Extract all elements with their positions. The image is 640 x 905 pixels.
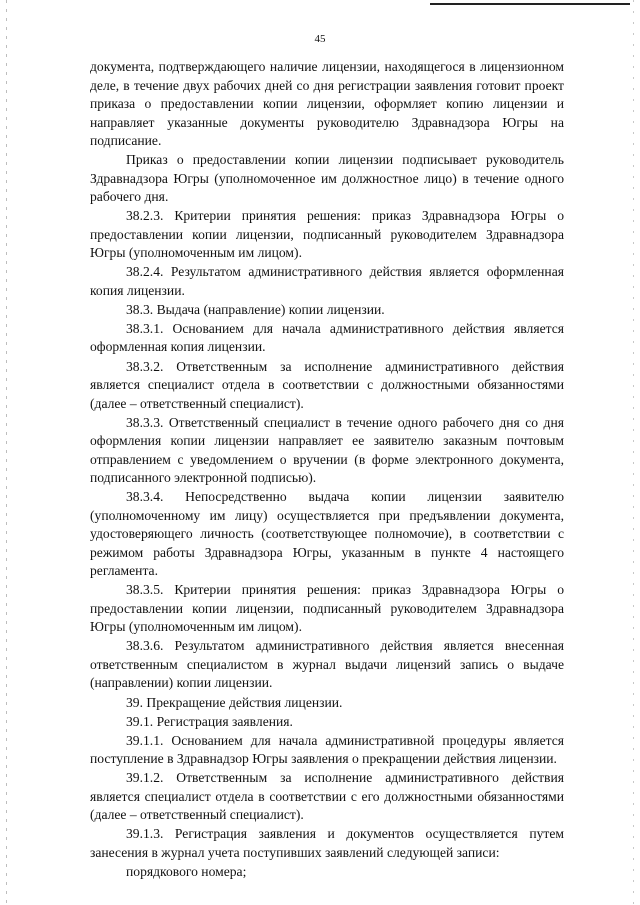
paragraph-38-3-4: 38.3.4. Непосредственно выдача копии лицензии заявителю (уполномоченному им лицу) осуществляется при предъявлении документа, удостоверяющего личность (соответствующее полномочие), в соответствии с режимом работы Здравнадзора Югры, указанным в пункте 4 настоящего регламента. (90, 489, 564, 579)
paragraph-continuation: документа, подтверждающего наличие лицензии, находящегося в лицензионном деле, в течение двух рабочих дней со дня регистрации заявления готовит проект приказа о предоставлении копии лицензии, оформляет копию лицензии и направляет указанные документы руководителю Здравнадзора Югры на подписание. (90, 59, 564, 148)
top-scan-line (430, 3, 630, 5)
paragraph-39-1-2: 39.1.2. Ответственным за исполнение административного действия является специалист отдела в соответствии с его должностными обязанностями (далее – ответственный специалист). (90, 770, 564, 823)
document-body (90, 58, 564, 882)
paragraph-38-3-1: 38.3.1. Основанием для начала административного действия является оформленная копия лицензии. (90, 320, 564, 355)
left-scan-edge (6, 0, 7, 905)
paragraph-38-3-3: 38.3.3. Ответственный специалист в течение одного рабочего дня со дня оформления копии лицензии направляет ее заявителю заказным почтовым отправлением с уведомлением о вручении (в форме электронного документа, подписанного электронной подписью). (90, 414, 564, 486)
right-scan-edge (633, 0, 634, 905)
paragraph-38-2-4: 38.2.4. Результатом административного действия является оформленная копия лицензии. (90, 264, 564, 298)
paragraph-order-signing: Приказ о предоставлении копии лицензии подписывает руководитель Здравнадзора Югры (уполномоченное им должностное лицо) в течение одного рабочего дня. (90, 152, 564, 205)
paragraph-39-1-1: 39.1.1. Основанием для начала административной процедуры является поступление в Здравнадзор Югры заявления о прекращении действия лицензии. (90, 732, 564, 767)
page-number: 45 (314, 33, 326, 45)
paragraph-38-3-6: 38.3.6. Результатом административного действия является внесенная ответственным специалистом в журнал выдачи лицензий запись о выдаче (направлении) копии лицензии. (90, 638, 564, 691)
paragraph-38-2-3: 38.2.3. Критерии принятия решения: приказ Здравнадзора Югры о предоставлении копии лицензии, подписанный руководителем Здравнадзора Югры (уполномоченным им лицом). (90, 208, 564, 261)
paragraph-39: 39. Прекращение действия лицензии. (126, 694, 343, 710)
paragraph-38-3-2: 38.3.2. Ответственным за исполнение административного действия является специалист отдела в соответствии с должностными обязанностями (далее – ответственный специалист). (90, 358, 564, 411)
paragraph-list-item: порядкового номера; (126, 864, 247, 879)
paragraph-39-1-3: 39.1.3. Регистрация заявления и документов осуществляется путем занесения в журнал учета поступивших заявлений следующей записи: (90, 826, 564, 860)
paragraph-38-3-5: 38.3.5. Критерии принятия решения: приказ Здравнадзора Югры о предоставлении копии лицензии, подписанный руководителем Здравнадзора Югры (уполномоченным им лицом). (90, 582, 564, 635)
paragraph-39-1: 39.1. Регистрация заявления. (126, 713, 293, 729)
paragraph-38-3: 38.3. Выдача (направление) копии лицензии. (126, 301, 385, 317)
